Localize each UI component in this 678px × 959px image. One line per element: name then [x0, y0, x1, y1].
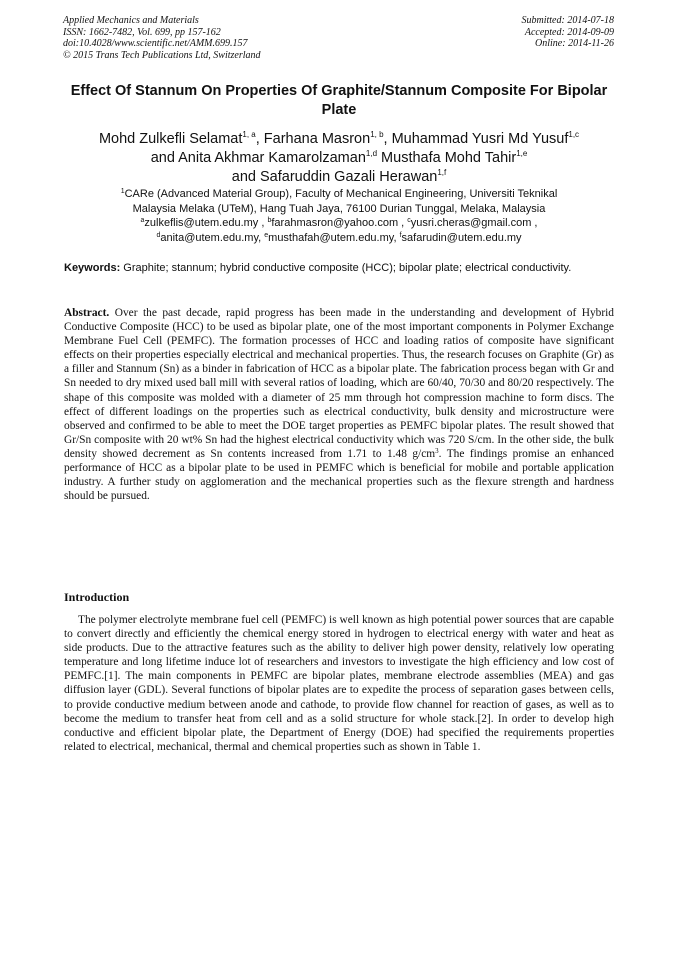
author-line-2: and Anita Akhmar Kamarolzaman$^{1,d}$ Musthafa Mohd Tahir$^{1,e}$: [150, 149, 528, 166]
email-link[interactable]: farahmasron@yahoo.com ,: [271, 217, 408, 229]
author-affiliation-mark: 1,f: [437, 168, 447, 177]
author-affiliation-mark: 1,c: [568, 130, 580, 139]
email-line-2: $^d$anita@utem.edu.my, $^e$musthafah@utem.edu.my, $^f$safarudin@utem.edu.my: [156, 231, 522, 244]
author-affiliation-mark: 1, b: [370, 130, 384, 139]
keywords: [64, 261, 614, 275]
journal-doi[interactable]: doi:10.4028/www.scientific.net/AMM.699.157: [63, 38, 248, 49]
email-link[interactable]: zulkeflis@utem.edu.my ,: [144, 217, 268, 229]
author-name: Musthafa Mohd Tahir: [381, 150, 517, 166]
online-date: Online: 2014-11-26: [535, 38, 614, 49]
journal-name: Applied Mechanics and Materials: [63, 15, 199, 26]
author-name: Mohd Zulkefli Selamat: [98, 131, 243, 147]
affiliation-line-2: Malaysia Melaka (UTeM), Hang Tuah Jaya, 76100 Durian Tunggal, Melaka, Malaysia: [132, 202, 546, 215]
affiliation-block: [60, 187, 618, 245]
author-affiliation-mark: 1,e: [516, 149, 528, 158]
email-line-1: $^a$zulkeflis@utem.edu.my , $^b$farahmasron@yahoo.com , $^c$yusri.cheras@gmail.com ,: [140, 217, 538, 229]
journal-issn: ISSN: 1662-7482, Vol. 699, pp 157-162: [63, 26, 221, 38]
journal-info: [63, 15, 363, 61]
submitted-date: Submitted: 2014-07-18: [521, 15, 614, 26]
author-name: Anita Akhmar Kamarolzaman: [178, 150, 366, 166]
journal-copyright: © 2015 Trans Tech Publications Ltd, Switzerland: [63, 49, 261, 61]
superscript: 3: [435, 446, 439, 455]
email-link[interactable]: musthafah@utem.edu.my,: [268, 231, 400, 244]
abstract: [64, 306, 614, 503]
introduction-body: [64, 613, 614, 754]
email-link[interactable]: yusri.cheras@gmail.com ,: [410, 217, 538, 229]
introduction-paragraph: The polymer electrolyte membrane fuel cell (PEMFC) is well known as high potential power sources that are capable to convert directly and efficiently the chemical energy stored in hydrogen to electrical energy with water and heat as side products. Due to the attractive features such as the ability to deliver high power density, relatively low operating temperature and long lifetime induce lot of researchers and investors to investigate the high efficiency and low cost of PEMFC.[1]. The main components in PEMFC are bipolar plates, membrane electrode assemblies (MEA) and gas diffusion layer (GDL). Several functions of bipolar plates are to expedite the process of separation gases between cells, to provide conductive medium between anode and cathode, to provide flow channel for reaction of gases, as well as to become the medium to transfer heat from cell and as a solid structure for whole stack.[2]. In order to develop high conductive and efficient bipolar plate, the Department of Energy (DOE) had specified the requirements properties related to electrical, mechanical, thermal and chemical properties such as shown in Table 1.: [64, 614, 614, 753]
email-link[interactable]: anita@utem.edu.my,: [160, 231, 265, 244]
author-line-1: Mohd Zulkefli Selamat$^{1, a}$, Farhana Masron$^{1, b}$, Muhammad Yusri Md Yusuf$^{1,c}$: [98, 130, 580, 147]
author-name: Farhana Masron: [263, 131, 371, 147]
accepted-date: Accepted: 2014-09-09: [524, 26, 614, 38]
affiliation-line-1: $^1$CARe (Advanced Material Group), Faculty of Mechanical Engineering, Universiti Teknikal: [120, 188, 558, 200]
section-heading-introduction: Introduction: [64, 590, 130, 604]
abstract-label: Abstract.: [64, 307, 110, 319]
paper-title: Effect Of Stannum On Properties Of Graphite/Stannum Composite For Bipolar Plate: [70, 83, 608, 118]
author-line-3: and Safaruddin Gazali Herawan$^{1,f}$: [231, 168, 447, 185]
author-name: Safaruddin Gazali Herawan: [260, 169, 438, 185]
author-list: [60, 130, 618, 187]
abstract-text-continued: . The findings promise an enhanced performance of HCC as a bipolar plate to be used in PEMFC which is beneficial for mobile and portable application industry. A further study on agglomeration and the mechanical properties such as the flexure strength and hardness should be pursued.: [64, 447, 614, 503]
submission-dates: [374, 15, 614, 50]
abstract-text: Over the past decade, rapid progress has been made in the understanding and development of Hybrid Conductive Composite (HCC) to be used as bipolar plate, one of the most important components in Polymer Exchange Membrane Fuel Cell (PEMFC). The formation processes of HCC and loading ratios of composite have significant effects on their properties especially electrical and mechanical properties. Thus, the research focuses on Graphite (Gr) as a filler and Stannum (Sn) as a binder in fabrication of HCC as a bipolar plate. The fabrication process began with Gr and Sn needed to dry mixed used ball mill with several ratios of loading, which are 60/40, 70/30 and 80/20 respectively. The shape of this composite was molded with a diameter of 25 mm through hot compression machine to form discs. The effect of different loadings on the properties such as electrical conductivity, bulk density and microstructure were observed and confirmed to be able to meet the DOE target properties as PEMFC bipolar plates. The result showed that Gr/Sn composite with 20 wt% Sn had the highest electrical conductivity which was 720 S/cm. In the other side, the bulk density showed decrement as Sn contents increased from 1.71 to 1.48 g/cm: [64, 307, 614, 460]
email-link[interactable]: safarudin@utem.edu.my: [401, 231, 522, 244]
author-name: Muhammad Yusri Md Yusuf: [391, 131, 569, 147]
author-affiliation-mark: 1, a: [242, 130, 256, 139]
author-affiliation-mark: 1,d: [365, 149, 378, 158]
keywords-text: Graphite; stannum; hybrid conductive composite (HCC); bipolar plate; electrical conductivity.: [120, 262, 572, 274]
keywords-label: Keywords:: [64, 262, 121, 274]
